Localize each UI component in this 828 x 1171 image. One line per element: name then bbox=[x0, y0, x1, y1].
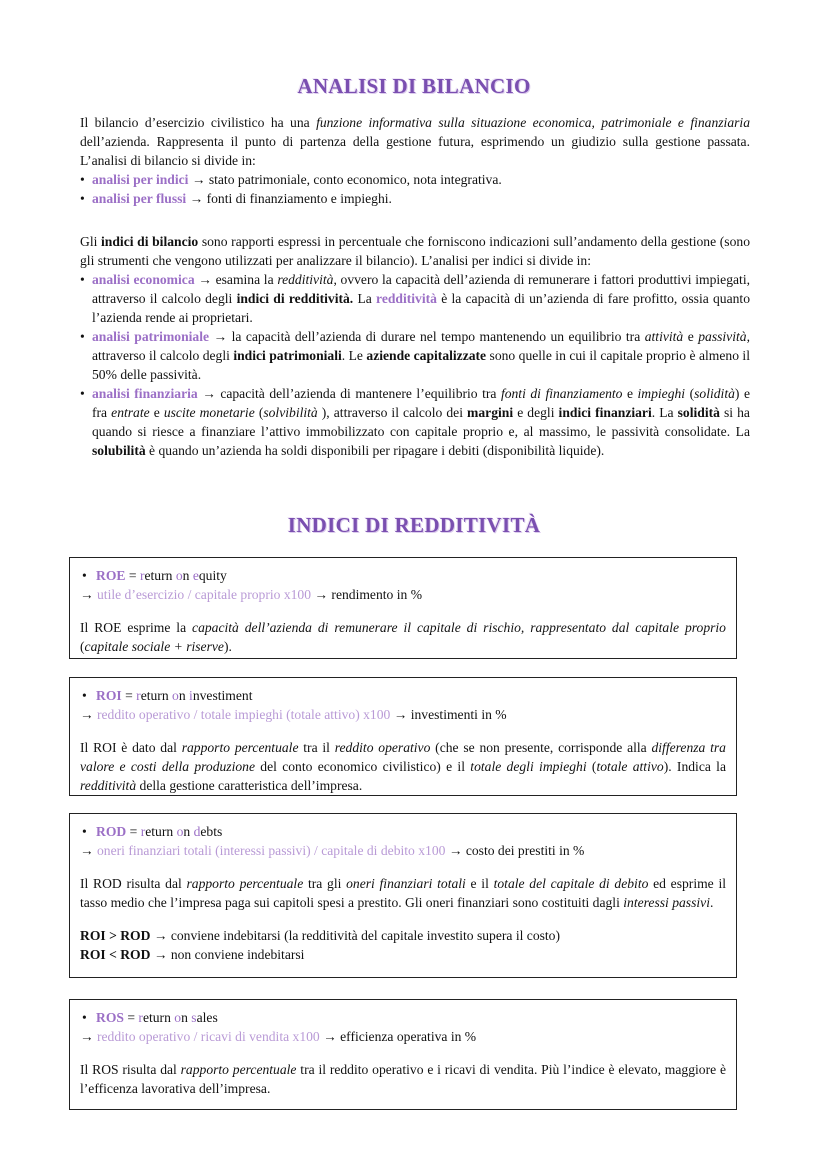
rod-description: Il ROD risulta dal rapporto percentuale tra gli oneri finanziari totali e il totale del capitale di debito ed esprime il tasso medio che l’impresa paga sui capitoli spesi a prestito. Gli oneri finanziari sono costituiti dagli interessi passivi. bbox=[80, 876, 726, 910]
indici-section bbox=[80, 232, 750, 460]
list-item: • analisi per flussi → fonti di finanziamento e impieghi. bbox=[80, 189, 750, 208]
section-title-redditivita: INDICI DI REDDITIVITÀ bbox=[287, 513, 541, 537]
analisi-list bbox=[80, 270, 750, 460]
roe-formula: → utile d’esercizio / capitale proprio x100 → rendimento in % bbox=[80, 587, 423, 602]
comparison-line: ROI > ROD → conviene indebitarsi (la redditività del capitale investito supera il costo) bbox=[80, 928, 561, 943]
roe-heading: • ROE = return on equity bbox=[80, 566, 726, 585]
arrow-icon: → bbox=[80, 1029, 97, 1044]
roe-description: Il ROE esprime la capacità dell’azienda di remunerare il capitale di rischio, rappresentato dal capitale proprio (capitale sociale + riserve). bbox=[80, 620, 726, 654]
intro-list bbox=[80, 170, 750, 208]
rod-comparison bbox=[80, 926, 726, 964]
comparison-line: ROI < ROD → non conviene indebitarsi bbox=[80, 947, 305, 962]
list-item-patrimoniale: • analisi patrimoniale → la capacità dell’azienda di durare nel tempo mantenendo un equilibrio tra attività e passività, attraverso il calcolo degli indici patrimoniali. Le aziende capitalizzate sono quelle in cui il capitale proprio è almeno il 50% delle passività. bbox=[80, 327, 750, 384]
list-item-finanziaria: • analisi finanziaria → capacità dell’azienda di mantenere l’equilibrio tra fonti di finanziamento e impieghi (solidità) e fra entrate e uscite monetarie (solvibilità ), attraverso il calcolo dei margini e degli indici finanziari. La solidità si ha quando si riesce a finanziare l’attivo immobilizzato con capitale proprio e, al massimo, le passività consolidate. La solubilità è quando un’azienda ha soldi disponibili per ripagare i debiti (disponibilità liquide). bbox=[80, 384, 750, 460]
roi-formula: → reddito operativo / totale impieghi (totale attivo) x100 → investimenti in % bbox=[80, 707, 507, 722]
rod-formula: → oneri finanziari totali (interessi passivi) / capitale di debito x100 → costo dei prestiti in % bbox=[80, 843, 585, 858]
rod-box bbox=[69, 813, 737, 978]
list-item-economica: • analisi economica → esamina la redditività, ovvero la capacità dell’azienda di remunerare i fattori produttivi impiegati, attraverso il calcolo degli indici di redditività. La redditività è la capacità di un’azienda di fare profitto, ossia quanto l’azienda rende ai proprietari. bbox=[80, 270, 750, 327]
indici-paragraph: Gli indici di bilancio sono rapporti espressi in percentuale che forniscono indicazioni sull’andamento della gestione (sono gli strumenti che vengono utilizzati per analizzare il bilancio). L’analisi per indici si divide in: bbox=[80, 234, 750, 268]
ros-formula: → reddito operativo / ricavi di vendita x100 → efficienza operativa in % bbox=[80, 1029, 477, 1044]
arrow-icon: → bbox=[80, 843, 97, 858]
list-item: • analisi per indici → stato patrimoniale, conto economico, nota integrativa. bbox=[80, 170, 750, 189]
roi-box bbox=[69, 677, 737, 796]
roe-box bbox=[69, 557, 737, 659]
arrow-icon: → bbox=[80, 707, 97, 722]
intro-section bbox=[80, 113, 750, 208]
ros-heading: • ROS = return on sales bbox=[80, 1008, 726, 1027]
ros-description: Il ROS risulta dal rapporto percentuale tra il reddito operativo e i ricavi di vendita. Più l’indice è elevato, maggiore è l’efficenza lavorativa dell’impresa. bbox=[80, 1062, 726, 1096]
rod-heading: • ROD = return on debts bbox=[80, 822, 726, 841]
ros-box bbox=[69, 999, 737, 1110]
roi-description: Il ROI è dato dal rapporto percentuale tra il reddito operativo (che se non presente, corrisponde alla differenza tra valore e costi della produzione del conto economico civilistico) e il totale degli impieghi (totale attivo). Indica la redditività della gestione caratteristica dell’impresa. bbox=[80, 740, 726, 793]
arrow-icon: → bbox=[80, 587, 97, 602]
intro-paragraph: Il bilancio d’esercizio civilistico ha una funzione informativa sulla situazione economica, patrimoniale e finanziaria dell’azienda. Rappresenta il punto di partenza della gestione futura, esprimendo un giudizio sulla gestione passata. L’analisi di bilancio si divide in: bbox=[80, 115, 750, 168]
page-title: ANALISI DI BILANCIO bbox=[297, 74, 531, 98]
roi-heading: • ROI = return on investiment bbox=[80, 686, 726, 705]
